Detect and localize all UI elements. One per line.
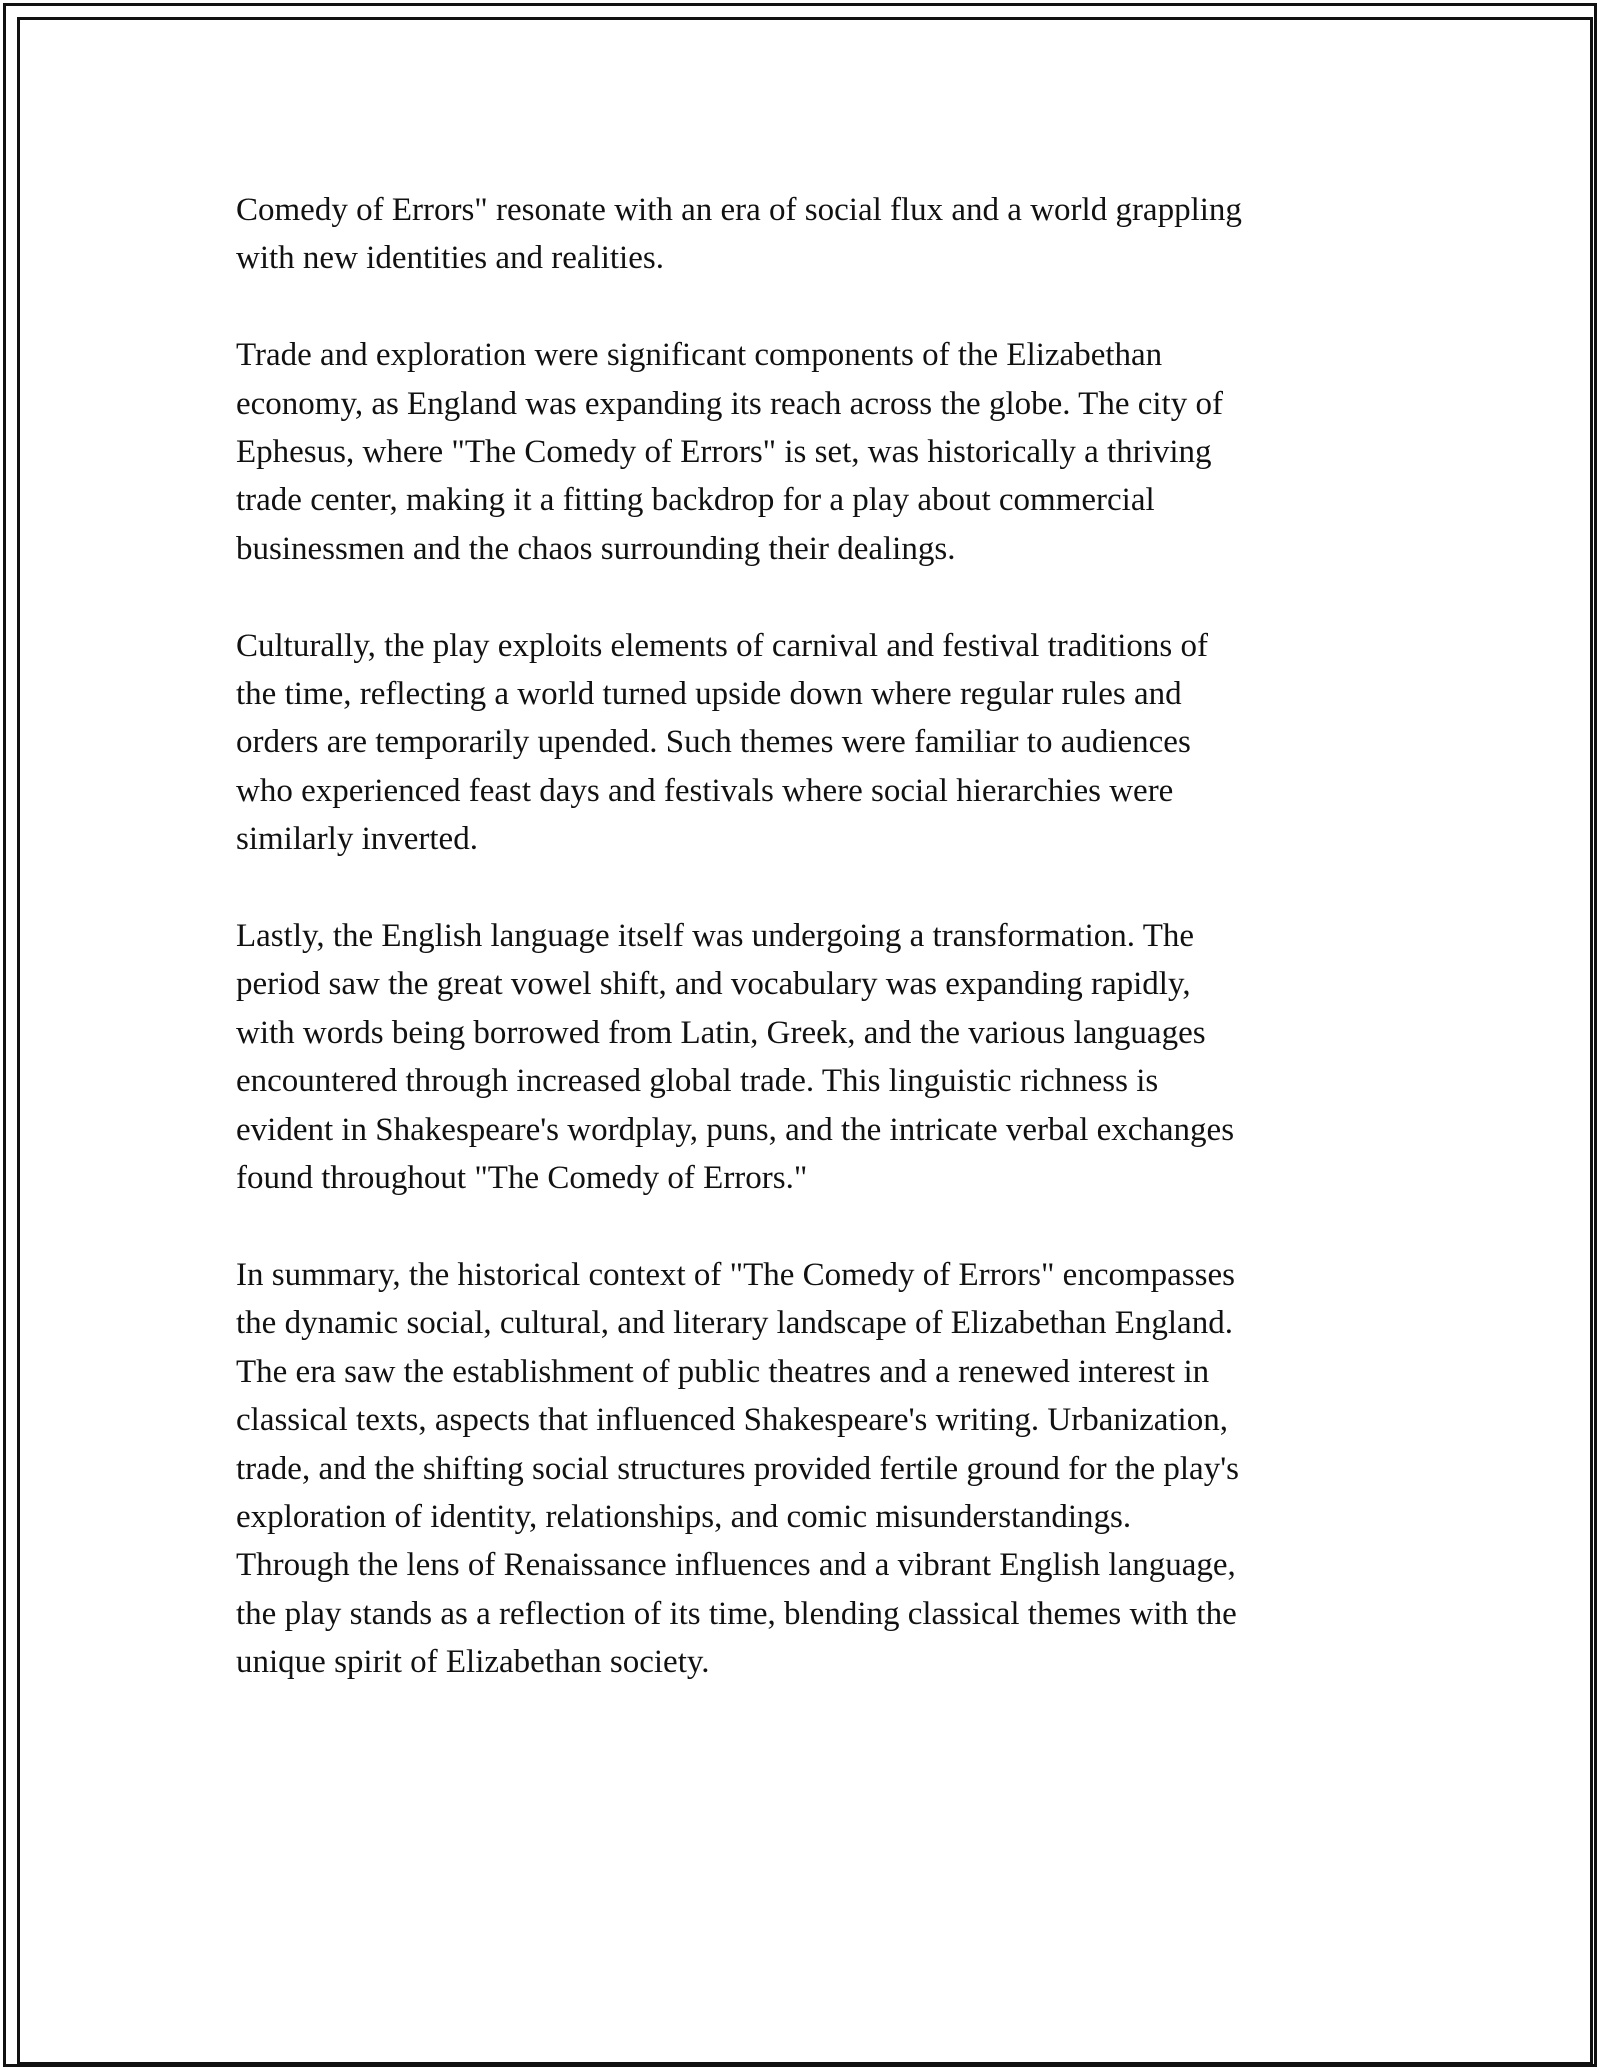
- paragraph-english-language: Lastly, the English language itself was undergoing a transformation. The period saw the great vowel shift, and vocabulary was expanding rapidly, with words being borrowed from Latin, Greek, and the various languages encountered through increased global trade. This linguistic richness is evident in Shakespeare's wordplay, puns, and the intricate verbal exchanges found throughout "The Comedy of Errors.": [236, 918, 1235, 1197]
- paragraph-continuation: Comedy of Errors" resonate with an era of social flux and a world grappling with new identities and realities.: [236, 192, 1242, 277]
- document-body: [236, 186, 1376, 1735]
- paragraph-summary: In summary, the historical context of "The Comedy of Errors" encompasses the dynamic social, cultural, and literary landscape of Elizabethan England. The era saw the establishment of public theatres and a renewed interest in classical texts, aspects that influenced Shakespeare's writing. Urbanization, trade, and the shifting social structures provided fertile ground for the play's exploration of identity, relationships, and comic misunderstandings. Through the lens of Renaissance influences and a vibrant English language, the play stands as a reflection of its time, blending classical themes with the unique spirit of Elizabethan society.: [236, 1256, 1239, 1681]
- paragraph-trade-exploration: Trade and exploration were significant components of the Elizabethan economy, as England was expanding its reach across the globe. The city of Ephesus, where "The Comedy of Errors" is set, was historically a thriving trade center, making it a fitting backdrop for a play about commercial businessmen and the chaos surrounding their dealings.: [236, 337, 1223, 567]
- paragraph-cultural-traditions: Culturally, the play exploits elements of carnival and festival traditions of the time, reflecting a world turned upside down where regular rules and orders are temporarily upended. Such themes were familiar to audiences who experienced feast days and festivals where social hierarchies were similarly inverted.: [236, 627, 1209, 858]
